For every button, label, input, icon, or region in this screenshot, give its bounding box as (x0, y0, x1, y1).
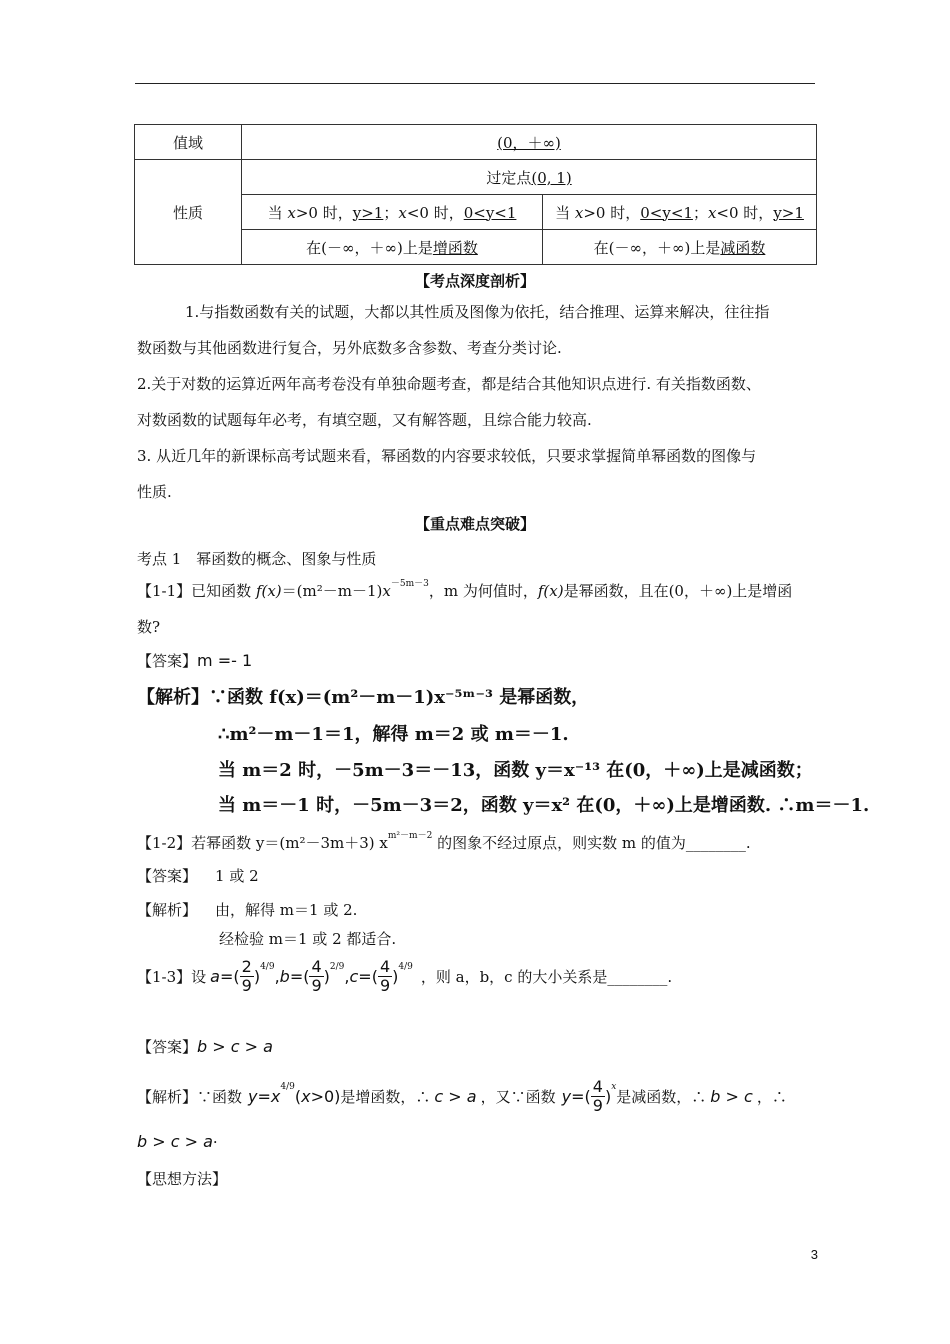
range-label: 值域 (135, 125, 242, 160)
solution-1-1-line2: ∴m²－m－1＝1，解得 m＝2 或 m＝－1. (218, 724, 569, 745)
table-row (135, 125, 817, 160)
answer-1-2: 【答案】 1 或 2 (137, 867, 259, 885)
left-mono-cell: 在(－∞，＋∞)上是增函数 (242, 230, 543, 265)
answer-1-3: 【答案】b > c > a (137, 1037, 273, 1056)
table-row (135, 160, 817, 195)
fixed-point-cell: 过定点(0, 1) (242, 160, 817, 195)
p1-line1: 1.与指数函数有关的试题，大都以其性质及图像为依托，结合推理、运算来解决，往往指 (185, 303, 770, 321)
page-number: 3 (810, 1247, 818, 1262)
answer-1-1: 【答案】m =- 1 (137, 651, 253, 670)
p2-line2: 对数函数的试题每年必考，有填空题，又有解答题，且综合能力较高. (137, 411, 592, 429)
right-cond-cell: 当 x>0 时，0<y<1；x<0 时，y>1 (543, 195, 817, 230)
range-value: (0，＋∞) (242, 125, 817, 160)
left-cond-cell: 当 x>0 时，y>1；x<0 时，0<y<1 (242, 195, 543, 230)
p2-line1: 2.关于对数的运算近两年高考卷没有单独命题考查，都是结合其他知识点进行. 有关指数函数、 (137, 375, 761, 393)
question-1-2: 【1-2】若幂函数 y＝(m²－3m＋3) $x^{m^2-m-2}$ 的图象不经过原点，则实数 m 的值为________. (137, 831, 751, 852)
analysis-paragraphs (137, 294, 817, 510)
solution-1-2: 【解析】 由，解得 m＝1 或 2. (137, 901, 358, 919)
p3-line2: 性质. (137, 483, 172, 501)
section-title-analysis: 【考点深度剖析】 (414, 272, 535, 290)
kaodian-title: 考点 1 幂函数的概念、图象与性质 (137, 550, 377, 568)
question-1-3: 【1-3】 设 a =( $\frac{2}{9}$ ) $^{4/9}$ , b =( $\frac{4}{9}$ ) $^{2/9}$ , c =( $\frac{4}{9}$ ) $^{4/9}$ ，则 a，b，c 的大小关系是________. (137, 957, 673, 995)
p1-line2: 数函数与其他函数进行复合，另外底数多含参数、考查分类讨论. (137, 339, 562, 357)
solution-1-1: 【解析】∵函数 f(x)＝(m²－m－1)x⁻⁵ᵐ⁻³ 是幂函数， (137, 687, 590, 708)
solution-1-3: 【解析】 ∵函数 y = x $^{4/9}$ ( x >0) 是增函数，∴ c > a ，又∵函数 y =( $\frac{4}{9}$ ) $^x$ 是减函数，∴ b > c ，∴ (137, 1077, 787, 1115)
properties-table (134, 124, 817, 265)
solution-1-3-line2: b > c > a· (137, 1132, 218, 1151)
props-label: 性质 (135, 160, 242, 265)
p3-line1: 3. 从近几年的新课标高考试题来看，幂函数的内容要求较低，只要求掌握简单幂函数的图像与 (137, 447, 757, 465)
question-1-1-cont: 数? (137, 618, 161, 636)
solution-1-2-line2: 经检验 m＝1 或 2 都适合. (219, 930, 397, 948)
question-1-1: 【1-1】已知函数 $f(x)=(m^2-m-1)x^{-5m-3}$，m 为何值时，f(x)是幂函数，且在(0，＋∞)上是增函 (137, 579, 793, 600)
solution-1-1-line3: 当 m＝2 时，－5m－3＝－13，函数 y＝x⁻¹³ 在(0，＋∞)上是减函数； (218, 760, 813, 781)
section-title-breakthrough: 【重点难点突破】 (414, 515, 535, 533)
header-rule (135, 83, 815, 84)
right-mono-cell: 在(－∞，＋∞)上是减函数 (543, 230, 817, 265)
method-label: 【思想方法】 (137, 1170, 228, 1188)
solution-1-1-line4: 当 m＝－1 时，－5m－3＝2，函数 y＝x² 在(0，＋∞)上是增函数. ∴m＝－1. (218, 795, 870, 816)
